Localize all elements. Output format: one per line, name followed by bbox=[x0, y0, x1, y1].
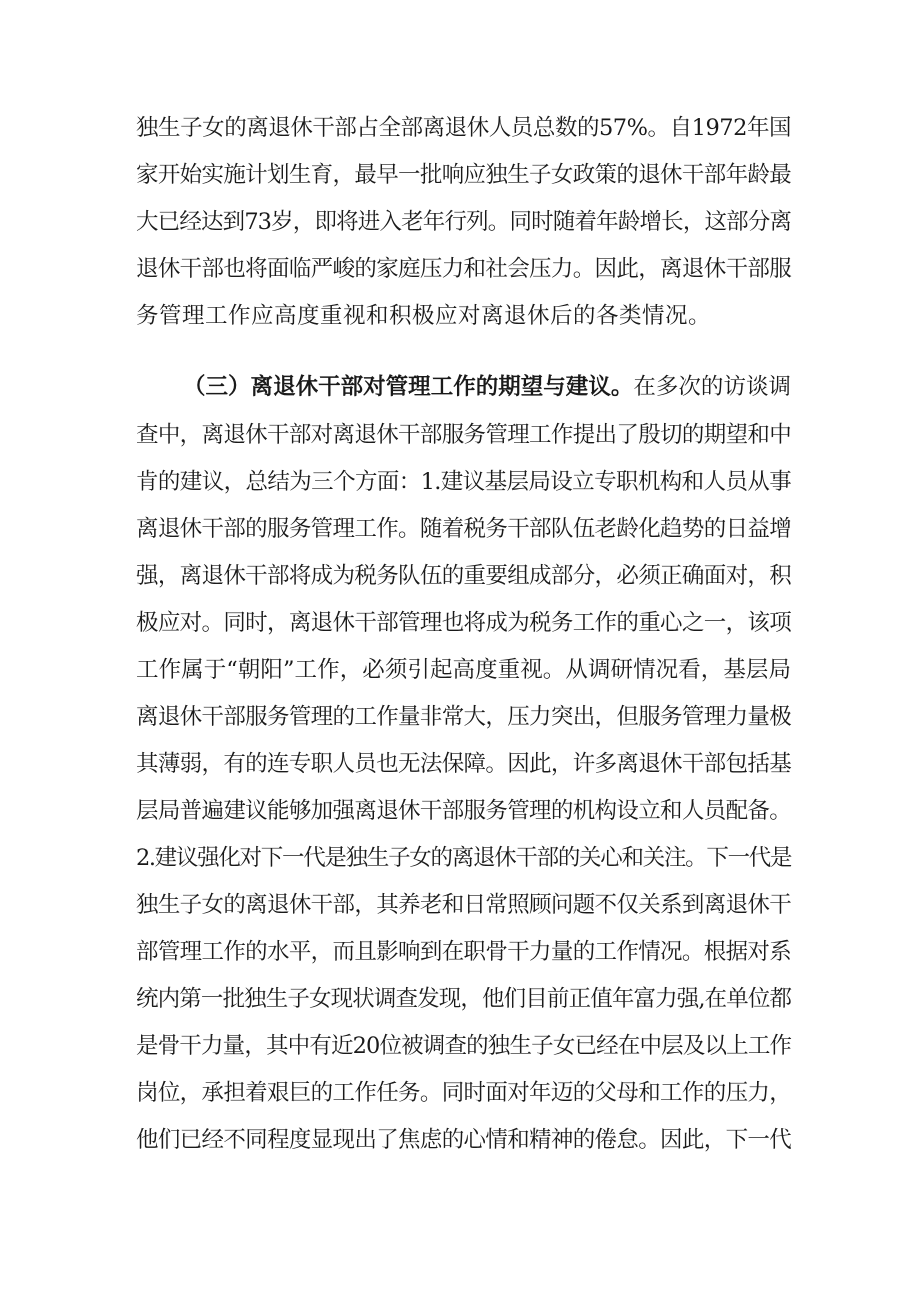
paragraph-2-line-7: 工作属于“朝阳”工作，必须引起高度重视。从调研情况看，基层局 bbox=[136, 657, 791, 683]
paragraph-2-line-9: 其薄弱，有的连专职人员也无法保障。因此，许多离退休干部包括基 bbox=[136, 751, 791, 777]
paragraph-1-line-1: 独生子女的离退休干部占全部离退休人员总数的57%。自1972年国 bbox=[136, 115, 791, 141]
paragraph-2-line-1-rest: 在多次的访谈调 bbox=[633, 374, 791, 400]
paragraph-2-line-4: 离退休干部的服务管理工作。随着税务干部队伍老龄化趋势的日益增 bbox=[136, 516, 791, 542]
paragraph-2-line-14: 统内第一批独生子女现状调查发现，他们目前正值年富力强,在单位都 bbox=[136, 986, 791, 1012]
paragraph-2-line-8: 离退休干部服务管理的工作量非常大，压力突出，但服务管理力量极 bbox=[136, 704, 791, 730]
paragraph-2-line-10: 层局普遍建议能够加强离退休干部服务管理的机构设立和人员配备。 bbox=[136, 798, 791, 824]
paragraph-2-line-12: 独生子女的离退休干部，其养老和日常照顾问题不仅关系到离退休干 bbox=[136, 892, 791, 918]
paragraph-1-line-3: 大已经达到73岁，即将进入老年行列。同时随着年龄增长，这部分离 bbox=[136, 209, 791, 235]
paragraph-1-line-5: 务管理工作应高度重视和积极应对离退休后的各类情况。 bbox=[136, 303, 712, 329]
section-heading: （三）离退休干部对管理工作的期望与建议。 bbox=[183, 374, 634, 400]
paragraph-2-line-3: 肯的建议，总结为三个方面：1.建议基层局设立专职机构和人员从事 bbox=[136, 469, 791, 495]
paragraph-2-line-11: 2.建议强化对下一代是独生子女的离退休干部的关心和关注。下一代是 bbox=[136, 845, 791, 871]
paragraph-1-line-4: 退休干部也将面临严峻的家庭压力和社会压力。因此，离退休干部服 bbox=[136, 256, 791, 282]
paragraph-1-line-2: 家开始实施计划生育，最早一批响应独生子女政策的退休干部年龄最 bbox=[136, 162, 791, 188]
paragraph-2-line-17: 他们已经不同程度显现出了焦虑的心情和精神的倦怠。因此，下一代 bbox=[136, 1127, 791, 1153]
paragraph-2-line-15: 是骨干力量，其中有近20位被调查的独生子女已经在中层及以上工作 bbox=[136, 1033, 791, 1059]
paragraph-2-line-5: 强，离退休干部将成为税务队伍的重要组成部分，必须正确面对，积 bbox=[136, 563, 791, 589]
paragraph-2-line-16: 岗位，承担着艰巨的工作任务。同时面对年迈的父母和工作的压力， bbox=[136, 1080, 791, 1106]
paragraph-2-line-1 bbox=[183, 367, 791, 407]
paragraph-2-line-6: 极应对。同时，离退休干部管理也将成为税务工作的重心之一，该项 bbox=[136, 610, 791, 636]
paragraph-2-line-2: 查中，离退休干部对离退休干部服务管理工作提出了殷切的期望和中 bbox=[136, 422, 791, 448]
paragraph-2-line-13: 部管理工作的水平，而且影响到在职骨干力量的工作情况。根据对系 bbox=[136, 939, 791, 965]
